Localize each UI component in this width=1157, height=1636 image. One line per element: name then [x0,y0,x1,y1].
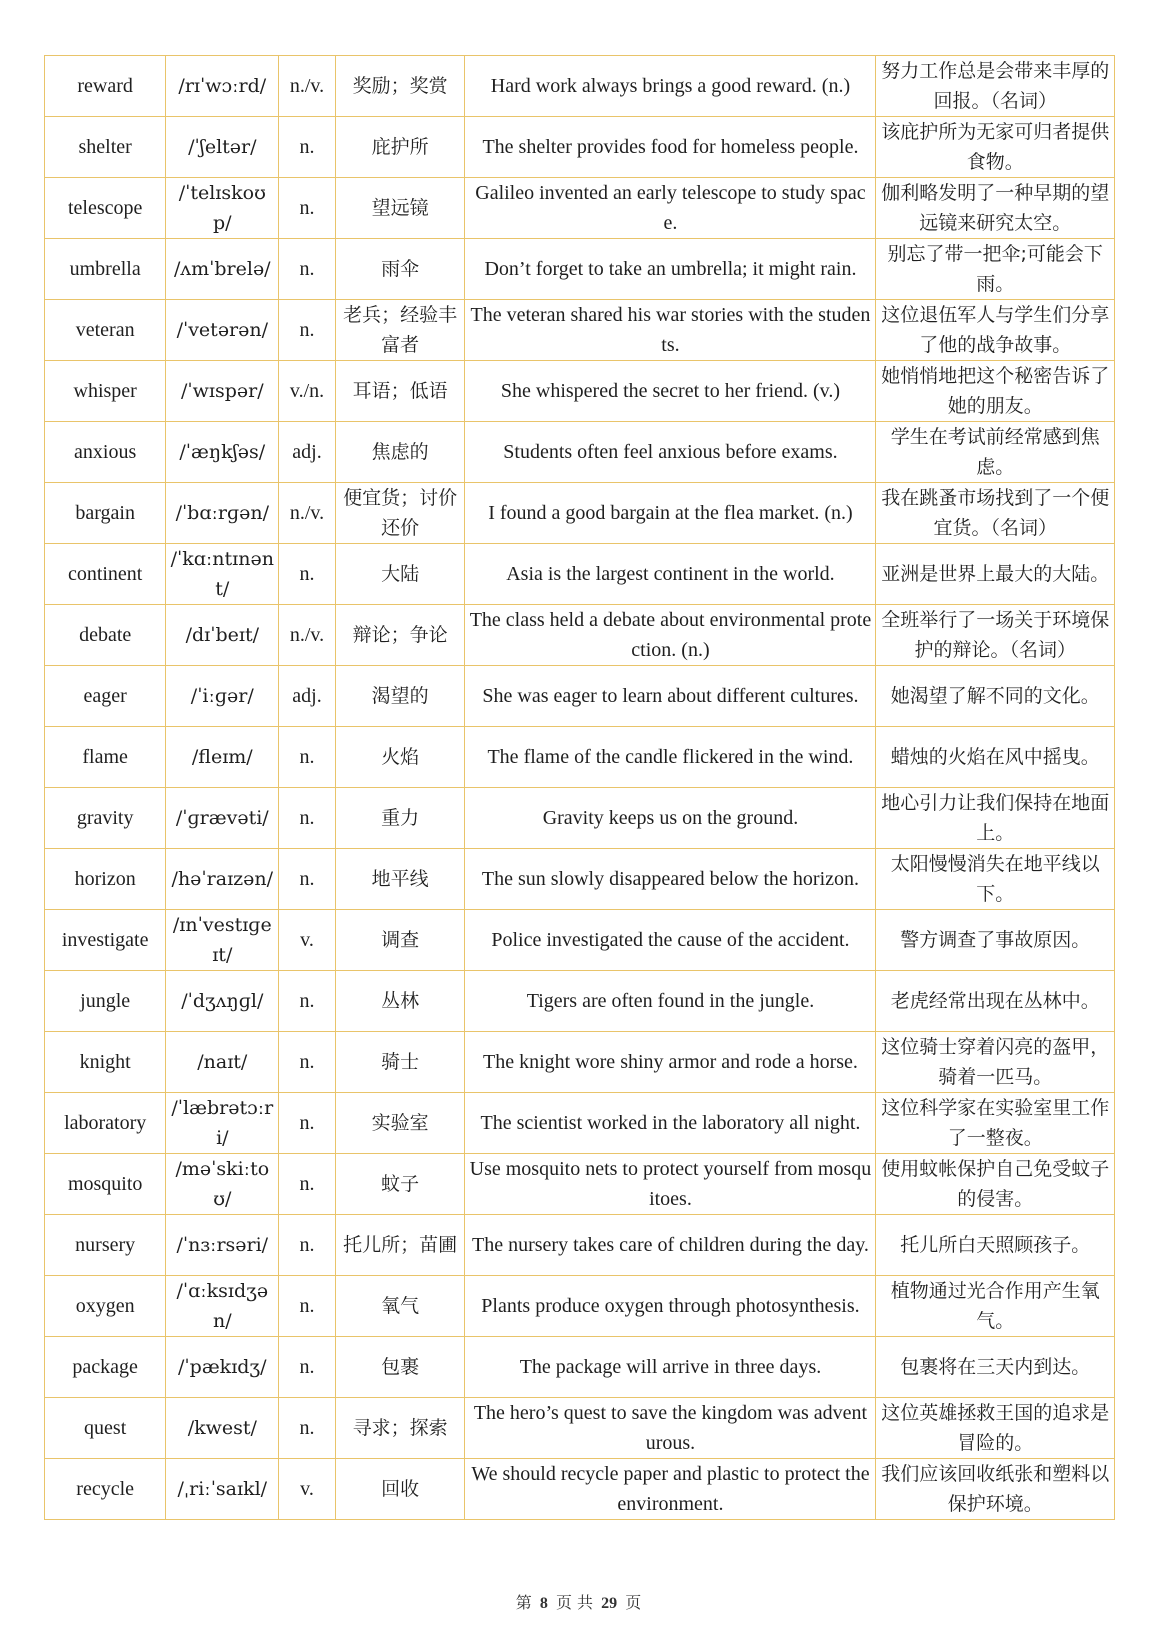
phonetic-cell: /naɪt/ [166,1032,279,1093]
sentence-translation-cell: 这位科学家在实验室里工作了一整夜。 [876,1093,1115,1154]
sentence-translation-cell: 努力工作总是会带来丰厚的回报。（名词） [876,56,1115,117]
part-of-speech-cell: n. [279,849,335,910]
sentence-translation-cell: 这位英雄拯救王国的追求是冒险的。 [876,1398,1115,1459]
table-row [45,1093,1115,1154]
part-of-speech-cell: n./v. [279,56,335,117]
phonetic-cell: /ˈbɑːrɡən/ [166,483,279,544]
chinese-meaning-cell: 氧气 [335,1276,465,1337]
example-sentence-cell: I found a good bargain at the flea market. (n.) [465,483,876,544]
current-page-number: 8 [539,1595,548,1612]
phonetic-cell: /rɪˈwɔːrd/ [166,56,279,117]
part-of-speech-cell: n. [279,1215,335,1276]
word-cell: flame [45,727,166,788]
example-sentence-cell: The nursery takes care of children during the day. [465,1215,876,1276]
phonetic-cell: /məˈskiːtoʊ/ [166,1154,279,1215]
word-cell: whisper [45,361,166,422]
vocabulary-table-body [45,56,1115,1520]
chinese-meaning-cell: 便宜货；讨价还价 [335,483,465,544]
word-cell: gravity [45,788,166,849]
word-cell: telescope [45,178,166,239]
table-row [45,422,1115,483]
sentence-translation-cell: 老虎经常出现在丛林中。 [876,971,1115,1032]
total-page-count: 29 [601,1595,618,1612]
part-of-speech-cell: n. [279,239,335,300]
table-row [45,788,1115,849]
sentence-translation-cell: 包裹将在三天内到达。 [876,1337,1115,1398]
sentence-translation-cell: 地心引力让我们保持在地面上。 [876,788,1115,849]
part-of-speech-cell: n./v. [279,483,335,544]
chinese-meaning-cell: 蚊子 [335,1154,465,1215]
chinese-meaning-cell: 包裹 [335,1337,465,1398]
table-row [45,300,1115,361]
part-of-speech-cell: n./v. [279,605,335,666]
phonetic-cell: /ˈdʒʌŋɡl/ [166,971,279,1032]
phonetic-cell: /həˈraɪzən/ [166,849,279,910]
phonetic-cell: /fleɪm/ [166,727,279,788]
example-sentence-cell: Asia is the largest continent in the world. [465,544,876,605]
word-cell: eager [45,666,166,727]
word-cell: recycle [45,1459,166,1520]
table-row [45,544,1115,605]
word-cell: knight [45,1032,166,1093]
phonetic-cell: /ˈpækɪdʒ/ [166,1337,279,1398]
chinese-meaning-cell: 实验室 [335,1093,465,1154]
vocabulary-table [44,55,1115,1520]
example-sentence-cell: The sun slowly disappeared below the horizon. [465,849,876,910]
phonetic-cell: /ˈnɜːrsəri/ [166,1215,279,1276]
sentence-translation-cell: 学生在考试前经常感到焦虑。 [876,422,1115,483]
word-cell: quest [45,1398,166,1459]
chinese-meaning-cell: 寻求；探索 [335,1398,465,1459]
table-row [45,361,1115,422]
table-row [45,1215,1115,1276]
part-of-speech-cell: n. [279,1276,335,1337]
chinese-meaning-cell: 重力 [335,788,465,849]
chinese-meaning-cell: 奖励；奖赏 [335,56,465,117]
example-sentence-cell: Tigers are often found in the jungle. [465,971,876,1032]
example-sentence-cell: Don’t forget to take an umbrella; it might rain. [465,239,876,300]
word-cell: oxygen [45,1276,166,1337]
part-of-speech-cell: adj. [279,666,335,727]
example-sentence-cell: The hero’s quest to save the kingdom was adventurous. [465,1398,876,1459]
example-sentence-cell: We should recycle paper and plastic to protect the environment. [465,1459,876,1520]
table-row [45,56,1115,117]
table-row [45,605,1115,666]
phonetic-cell: /ˈvetərən/ [166,300,279,361]
chinese-meaning-cell: 渴望的 [335,666,465,727]
example-sentence-cell: Plants produce oxygen through photosynthesis. [465,1276,876,1337]
chinese-meaning-cell: 调查 [335,910,465,971]
sentence-translation-cell: 亚洲是世界上最大的大陆。 [876,544,1115,605]
chinese-meaning-cell: 雨伞 [335,239,465,300]
phonetic-cell: /dɪˈbeɪt/ [166,605,279,666]
footer-prefix: 第 [515,1593,532,1612]
sentence-translation-cell: 托儿所白天照顾孩子。 [876,1215,1115,1276]
page-footer [0,1590,1157,1613]
word-cell: umbrella [45,239,166,300]
phonetic-cell: /ɪnˈvestɪɡeɪt/ [166,910,279,971]
table-row [45,666,1115,727]
example-sentence-cell: She was eager to learn about different cultures. [465,666,876,727]
sentence-translation-cell: 伽利略发明了一种早期的望远镜来研究太空。 [876,178,1115,239]
part-of-speech-cell: n. [279,788,335,849]
part-of-speech-cell: n. [279,727,335,788]
sentence-translation-cell: 该庇护所为无家可归者提供食物。 [876,117,1115,178]
table-row [45,239,1115,300]
part-of-speech-cell: n. [279,544,335,605]
word-cell: bargain [45,483,166,544]
example-sentence-cell: She whispered the secret to her friend. (v.) [465,361,876,422]
part-of-speech-cell: n. [279,178,335,239]
chinese-meaning-cell: 庇护所 [335,117,465,178]
sentence-translation-cell: 我们应该回收纸张和塑料以保护环境。 [876,1459,1115,1520]
phonetic-cell: /ˈʃeltər/ [166,117,279,178]
phonetic-cell: /ˈæŋkʃəs/ [166,422,279,483]
phonetic-cell: /ˌriːˈsaɪkl/ [166,1459,279,1520]
sentence-translation-cell: 使用蚊帐保护自己免受蚊子的侵害。 [876,1154,1115,1215]
part-of-speech-cell: n. [279,971,335,1032]
phonetic-cell: /ˈtelɪskoʊp/ [166,178,279,239]
footer-suffix: 页 [625,1593,642,1612]
table-row [45,1276,1115,1337]
table-row [45,1337,1115,1398]
table-row [45,483,1115,544]
word-cell: nursery [45,1215,166,1276]
phonetic-cell: /ʌmˈbrelə/ [166,239,279,300]
table-row [45,1032,1115,1093]
example-sentence-cell: The shelter provides food for homeless people. [465,117,876,178]
example-sentence-cell: The class held a debate about environmental protection. (n.) [465,605,876,666]
chinese-meaning-cell: 地平线 [335,849,465,910]
example-sentence-cell: Students often feel anxious before exams. [465,422,876,483]
sentence-translation-cell: 蜡烛的火焰在风中摇曳。 [876,727,1115,788]
example-sentence-cell: Use mosquito nets to protect yourself from mosquitoes. [465,1154,876,1215]
chinese-meaning-cell: 望远镜 [335,178,465,239]
part-of-speech-cell: v. [279,1459,335,1520]
sentence-translation-cell: 警方调查了事故原因。 [876,910,1115,971]
table-row [45,117,1115,178]
part-of-speech-cell: adj. [279,422,335,483]
example-sentence-cell: Galileo invented an early telescope to study space. [465,178,876,239]
chinese-meaning-cell: 耳语；低语 [335,361,465,422]
phonetic-cell: /ˈwɪspər/ [166,361,279,422]
table-row [45,1459,1115,1520]
part-of-speech-cell: n. [279,1337,335,1398]
sentence-translation-cell: 这位退伍军人与学生们分享了他的战争故事。 [876,300,1115,361]
chinese-meaning-cell: 大陆 [335,544,465,605]
phonetic-cell: /ˈɑːksɪdʒən/ [166,1276,279,1337]
chinese-meaning-cell: 焦虑的 [335,422,465,483]
part-of-speech-cell: n. [279,300,335,361]
part-of-speech-cell: v. [279,910,335,971]
sentence-translation-cell: 她渴望了解不同的文化。 [876,666,1115,727]
example-sentence-cell: The veteran shared his war stories with the students. [465,300,876,361]
table-row [45,971,1115,1032]
chinese-meaning-cell: 辩论；争论 [335,605,465,666]
phonetic-cell: /ˈiːɡər/ [166,666,279,727]
sentence-translation-cell: 太阳慢慢消失在地平线以下。 [876,849,1115,910]
sentence-translation-cell: 植物通过光合作用产生氧气。 [876,1276,1115,1337]
phonetic-cell: /ˈkɑːntɪnənt/ [166,544,279,605]
word-cell: package [45,1337,166,1398]
sentence-translation-cell: 她悄悄地把这个秘密告诉了她的朋友。 [876,361,1115,422]
table-row [45,178,1115,239]
word-cell: reward [45,56,166,117]
table-row [45,849,1115,910]
word-cell: laboratory [45,1093,166,1154]
part-of-speech-cell: v./n. [279,361,335,422]
example-sentence-cell: The flame of the candle flickered in the wind. [465,727,876,788]
sentence-translation-cell: 全班举行了一场关于环境保护的辩论。（名词） [876,605,1115,666]
chinese-meaning-cell: 回收 [335,1459,465,1520]
part-of-speech-cell: n. [279,1398,335,1459]
table-row [45,1154,1115,1215]
part-of-speech-cell: n. [279,1154,335,1215]
footer-middle: 页 共 [555,1593,594,1612]
chinese-meaning-cell: 火焰 [335,727,465,788]
chinese-meaning-cell: 丛林 [335,971,465,1032]
chinese-meaning-cell: 骑士 [335,1032,465,1093]
sentence-translation-cell: 我在跳蚤市场找到了一个便宜货。（名词） [876,483,1115,544]
phonetic-cell: /kwest/ [166,1398,279,1459]
example-sentence-cell: Hard work always brings a good reward. (n.) [465,56,876,117]
example-sentence-cell: The knight wore shiny armor and rode a horse. [465,1032,876,1093]
example-sentence-cell: The scientist worked in the laboratory all night. [465,1093,876,1154]
phonetic-cell: /ˈɡrævəti/ [166,788,279,849]
part-of-speech-cell: n. [279,1093,335,1154]
word-cell: mosquito [45,1154,166,1215]
word-cell: continent [45,544,166,605]
sentence-translation-cell: 别忘了带一把伞;可能会下雨。 [876,239,1115,300]
word-cell: debate [45,605,166,666]
example-sentence-cell: Gravity keeps us on the ground. [465,788,876,849]
example-sentence-cell: Police investigated the cause of the accident. [465,910,876,971]
word-cell: shelter [45,117,166,178]
word-cell: horizon [45,849,166,910]
part-of-speech-cell: n. [279,1032,335,1093]
chinese-meaning-cell: 托儿所；苗圃 [335,1215,465,1276]
table-row [45,910,1115,971]
word-cell: jungle [45,971,166,1032]
table-row [45,727,1115,788]
table-row [45,1398,1115,1459]
phonetic-cell: /ˈlæbrətɔːri/ [166,1093,279,1154]
word-cell: veteran [45,300,166,361]
example-sentence-cell: The package will arrive in three days. [465,1337,876,1398]
part-of-speech-cell: n. [279,117,335,178]
word-cell: anxious [45,422,166,483]
chinese-meaning-cell: 老兵；经验丰富者 [335,300,465,361]
sentence-translation-cell: 这位骑士穿着闪亮的盔甲，骑着一匹马。 [876,1032,1115,1093]
word-cell: investigate [45,910,166,971]
